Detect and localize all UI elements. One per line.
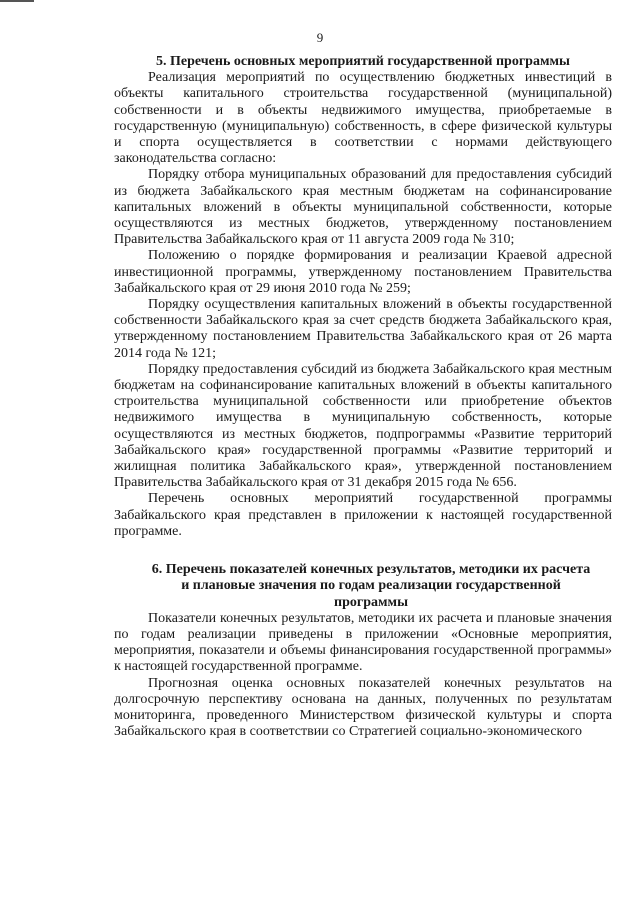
section-5-paragraph-2: Порядку отбора муниципальных образований для предоставления субсидий из бюджета Забайкальского края местным бюджетам на софинансирование капитальных вложений в объекты муниципальной собственности, которые осуществляются из местных бюджетов, утвержденному постановлением Правительства Забайкальского края от 11 августа 2009 года № 310;: [114, 167, 612, 248]
section-5-paragraph-5: Порядку предоставления субсидий из бюджета Забайкальского края местным бюджетам на софинансирование капитальных вложений в объекты капитального строительства муниципальной собственности или приобретение объектов недвижимого имущества в муниципальную собственность, которые осуществляются из местных бюджетов, подпрограммы «Развитие территорий Забайкальского края» государственной программы «Развитие территорий и жилищная политика Забайкальского края», утвержденной постановлением Правительства Забайкальского края от 31 декабря 2015 года № 656.: [114, 361, 612, 491]
scan-corner-mark: [0, 0, 34, 2]
section-6-heading-line-2: и плановые значения по годам реализации государственной: [181, 578, 561, 594]
section-5-paragraph-6: Перечень основных мероприятий государственной программы Забайкальского края представлен в приложении к настоящей государственной программе.: [114, 491, 612, 539]
section-5-paragraph-4: Порядку осуществления капитальных вложений в объекты государственной собственности Забайкальского края за счет средств бюджета Забайкальского края, утвержденному постановлением Правительства Забайкальского края от 26 марта 2014 года № 121;: [114, 297, 612, 361]
section-6-paragraph-2: Прогнозная оценка основных показателей конечных результатов на долгосрочную перспективу основана на данных, полученных по результатам мониторинга, проведенного Министерством физической культуры и спорта Забайкальского края в соответствии со Стратегией социально-экономического: [114, 675, 612, 740]
section-5-paragraph-3: Положению о порядке формирования и реализации Краевой адресной инвестиционной программы, утвержденному постановлением Правительства Забайкальского края от 29 июня 2010 года № 259;: [114, 248, 612, 296]
section-5-heading: 5. Перечень основных мероприятий государственной программы: [156, 54, 570, 69]
section-6-paragraph-1: Показатели конечных результатов, методики их расчета и плановые значения по годам реализации приведены в приложении «Основные мероприятия, мероприятия, показатели и объемы финансирования государственной программы» к настоящей государственной программе.: [114, 610, 612, 675]
section-5-paragraph-1: Реализация мероприятий по осуществлению бюджетных инвестиций в объекты капитального строительства государственной (муниципальной) собственности и в объекты недвижимого имущества, приобретаемые в государственную (муниципальную) собственность, в сфере физической культуры и спорта осуществляется в соответствии с нормами действующего законодательства согласно:: [114, 70, 612, 167]
page-number: 9: [316, 30, 324, 45]
section-6-heading: [114, 562, 612, 611]
section-6-indicators: [114, 562, 612, 740]
section-5-main-activities: [114, 54, 612, 540]
document-body: [114, 54, 612, 740]
section-6-heading-line-1: 6. Перечень показателей конечных результатов, методики их расчета: [151, 562, 591, 578]
section-6-heading-line-3: программы: [334, 594, 408, 610]
